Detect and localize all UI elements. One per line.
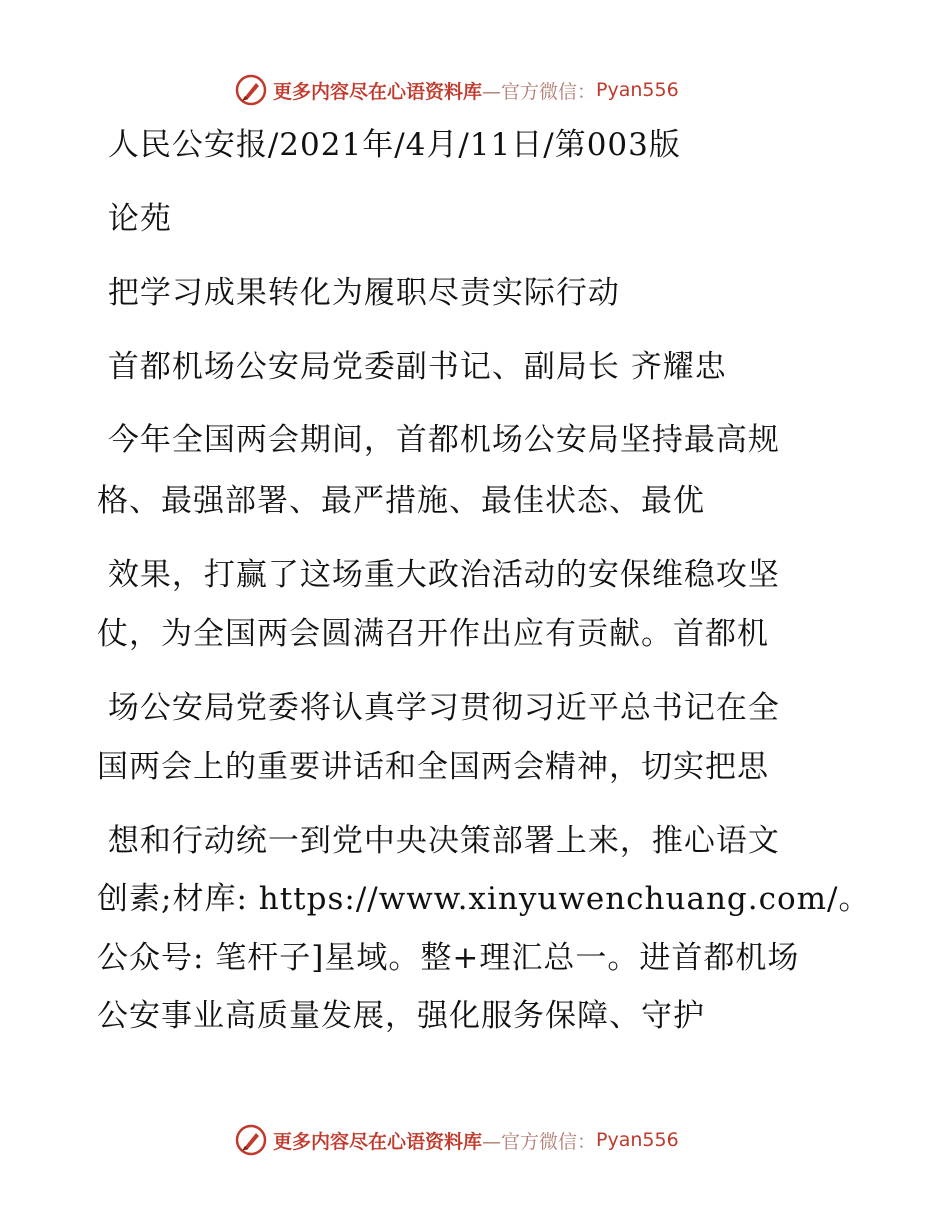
banner-sub-text: —官方微信： <box>482 80 597 103</box>
source-line: 人民公安报/2021年/4月/11日/第003版 <box>97 127 681 163</box>
body-line: 想和行动统一到党中央决策部署上来，推心语文 <box>97 823 780 859</box>
banner-main-text: 更多内容尽在心语资料库 <box>273 1130 483 1153</box>
banner-wechat-id: Pyan556 <box>596 79 679 101</box>
body-line: 仗，为全国两会圆满召开作出应有贡献。首都机 <box>97 616 769 652</box>
column-name: 论苑 <box>97 201 172 237</box>
header-watermark-banner <box>235 73 679 107</box>
body-line: 公众号: 笔杆子]星域。整+理汇总一。进首都机场 <box>97 940 800 976</box>
banner-main-text: 更多内容尽在心语资料库 <box>273 80 483 103</box>
author-line: 首都机场公安局党委副书记、副局长 齐耀忠 <box>97 349 727 385</box>
body-line: 公安事业高质量发展，强化服务保障、守护 <box>97 998 705 1034</box>
banner-wechat-id: Pyan556 <box>596 1129 679 1151</box>
body-line: 场公安局党委将认真学习贯彻习近平总书记在全 <box>97 690 780 726</box>
banner-sub-text: —官方微信： <box>482 1130 597 1153</box>
body-line: 今年全国两会期间，首都机场公安局坚持最高规 <box>97 422 780 458</box>
pen-logo-icon <box>235 74 267 106</box>
body-line: 国两会上的重要讲话和全国两会精神，切实把思 <box>97 749 769 785</box>
footer-watermark-banner <box>235 1123 679 1157</box>
pen-logo-icon <box>235 1124 267 1156</box>
article-title: 把学习成果转化为履职尽责实际行动 <box>97 275 620 311</box>
body-line: 创素;材库: https://www.xinyuwenchuang.com/。 <box>97 881 871 917</box>
body-line: 效果，打赢了这场重大政治活动的安保维稳攻坚 <box>97 557 780 593</box>
body-line: 格、最强部署、最严措施、最佳状态、最优 <box>97 483 705 519</box>
